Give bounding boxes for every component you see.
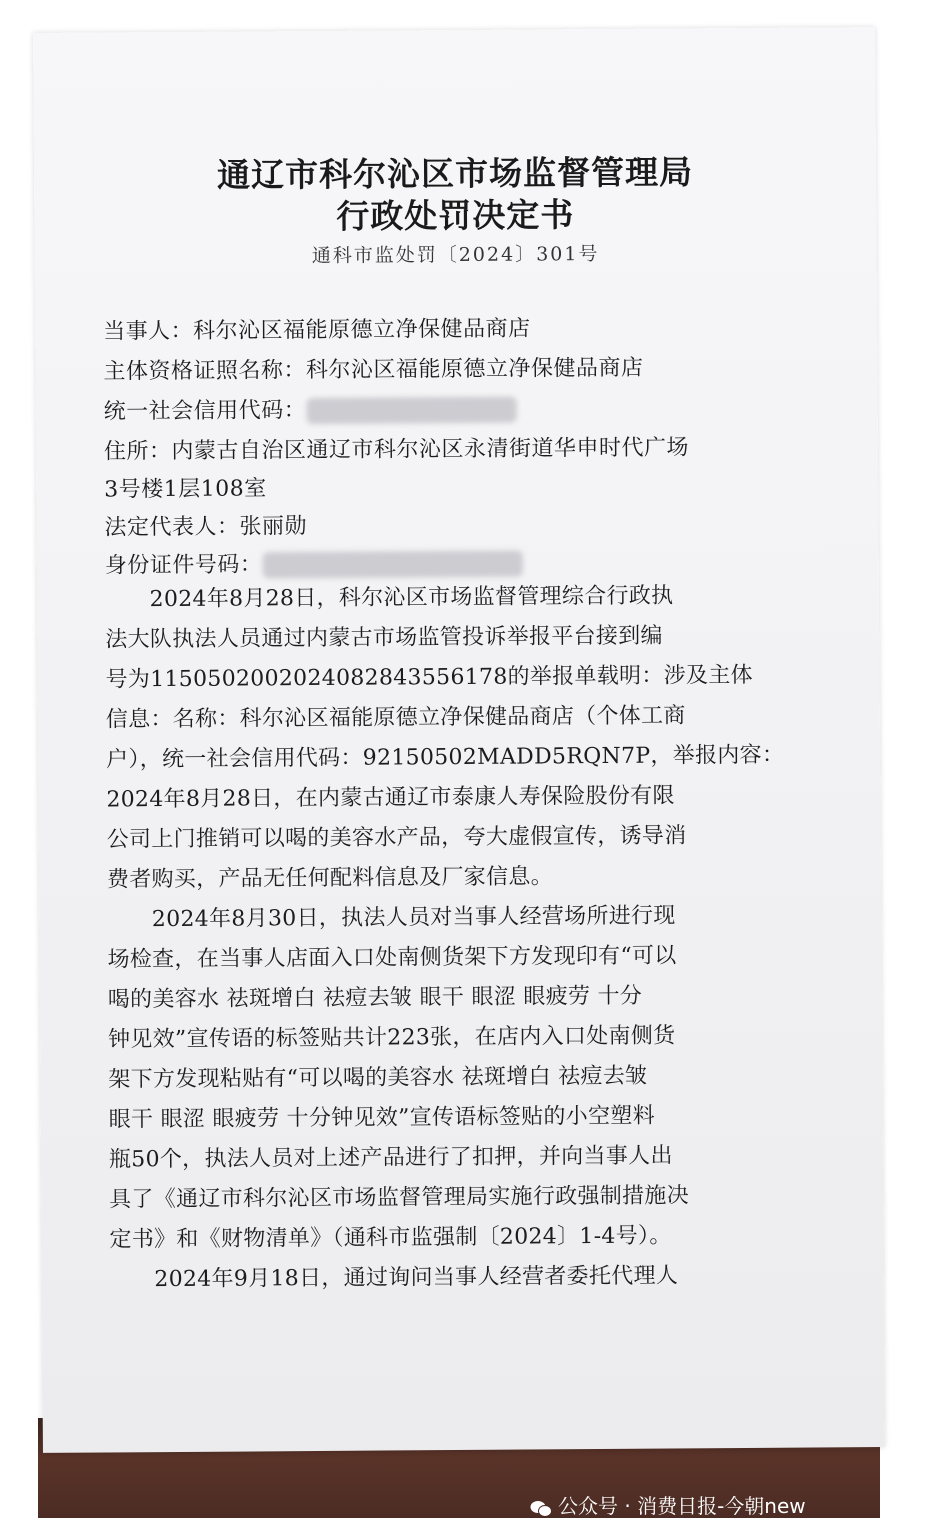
paragraph-line: 2024年9月18日，通过询问当事人经营者委托代理人 (109, 1263, 679, 1293)
paragraph-line: 法大队执法人员通过内蒙古市场监管投诉举报平台接到编 (105, 623, 663, 653)
paragraph-inspection (107, 895, 839, 1260)
field-id-number (105, 543, 825, 579)
paragraph-line: 瓶50个，执法人员对上述产品进行了扣押，并向当事人出 (108, 1143, 673, 1173)
paragraph-line: 定书》和《财物清单》（通科市监强制〔2024〕1-4号）。 (109, 1223, 672, 1253)
paragraph-line: 2024年8月28日，在内蒙古通辽市泰康人寿保险股份有限 (106, 783, 675, 813)
wechat-icon (530, 1499, 552, 1517)
paragraph-line: 眼干 眼涩 眼疲劳 十分钟见效”宣传语标签贴的小空塑料 (108, 1103, 656, 1133)
field-party: 当事人：科尔沁区福能原德立净保健品商店 (103, 316, 531, 345)
field-license-name: 主体资格证照名称：科尔沁区福能原德立净保健品商店 (103, 355, 644, 385)
paragraph-line: 2024年8月30日，执法人员对当事人经营场所进行现 (107, 903, 676, 933)
document-title-type: 行政处罚决定书 (336, 195, 575, 236)
paragraph-line: 费者购买，产品无任何配料信息及厂家信息。 (106, 864, 554, 893)
redacted-credit-code (306, 397, 516, 424)
document-paper (33, 27, 885, 1453)
field-credit-code (104, 389, 824, 425)
field-address-line1: 住所：内蒙古自治区通辽市科尔沁区永清街道华申时代广场 (103, 435, 690, 465)
paragraph-line: 具了《通辽市科尔沁区市场监督管理局实施行政强制措施决 (109, 1183, 690, 1213)
field-address-line2: 3号楼1层108室 (104, 476, 267, 503)
wechat-watermark (530, 1490, 806, 1519)
paragraph-line: 户），统一社会信用代码：92150502MADD5RQN7P，举报内容： (106, 742, 785, 773)
credit-code-label: 统一社会信用代码： (103, 398, 307, 425)
id-number-label: 身份证件号码： (104, 552, 263, 579)
redacted-id-number (262, 551, 522, 579)
field-legal-rep: 法定代表人：张丽勋 (104, 514, 308, 541)
document-number: 通科市监处罚〔2024〕301号 (311, 243, 600, 268)
paragraph-inquiry (110, 1255, 840, 1300)
paragraph-complaint (105, 575, 837, 900)
paragraph-line: 架下方发现粘贴有“可以喝的美容水 祛斑增白 祛痘去皱 (108, 1063, 648, 1093)
paragraph-line: 钟见效”宣传语的标签贴共计223张，在店内入口处南侧货 (107, 1023, 676, 1053)
paragraph-line: 信息：名称：科尔沁区福能原德立净保健品商店（个体工商 (105, 703, 686, 733)
document-title-agency: 通辽市科尔沁区市场监督管理局 (216, 152, 694, 195)
watermark-text: 公众号 · 消费日报-今朝new (558, 1494, 806, 1518)
paragraph-line: 场检查，在当事人店面入口处南侧货架下方发现印有“可以 (107, 943, 677, 973)
paragraph-line: 2024年8月28日，科尔沁区市场监督管理综合行政执 (104, 583, 674, 613)
paragraph-line: 喝的美容水 祛斑增白 祛痘去皱 眼干 眼涩 眼疲劳 十分 (107, 983, 643, 1013)
paragraph-line: 号为1150502002024082843556178的举报单载明：涉及主体 (105, 662, 753, 693)
paragraph-line: 公司上门推销可以喝的美容水产品，夸大虚假宣传，诱导消 (106, 823, 687, 853)
